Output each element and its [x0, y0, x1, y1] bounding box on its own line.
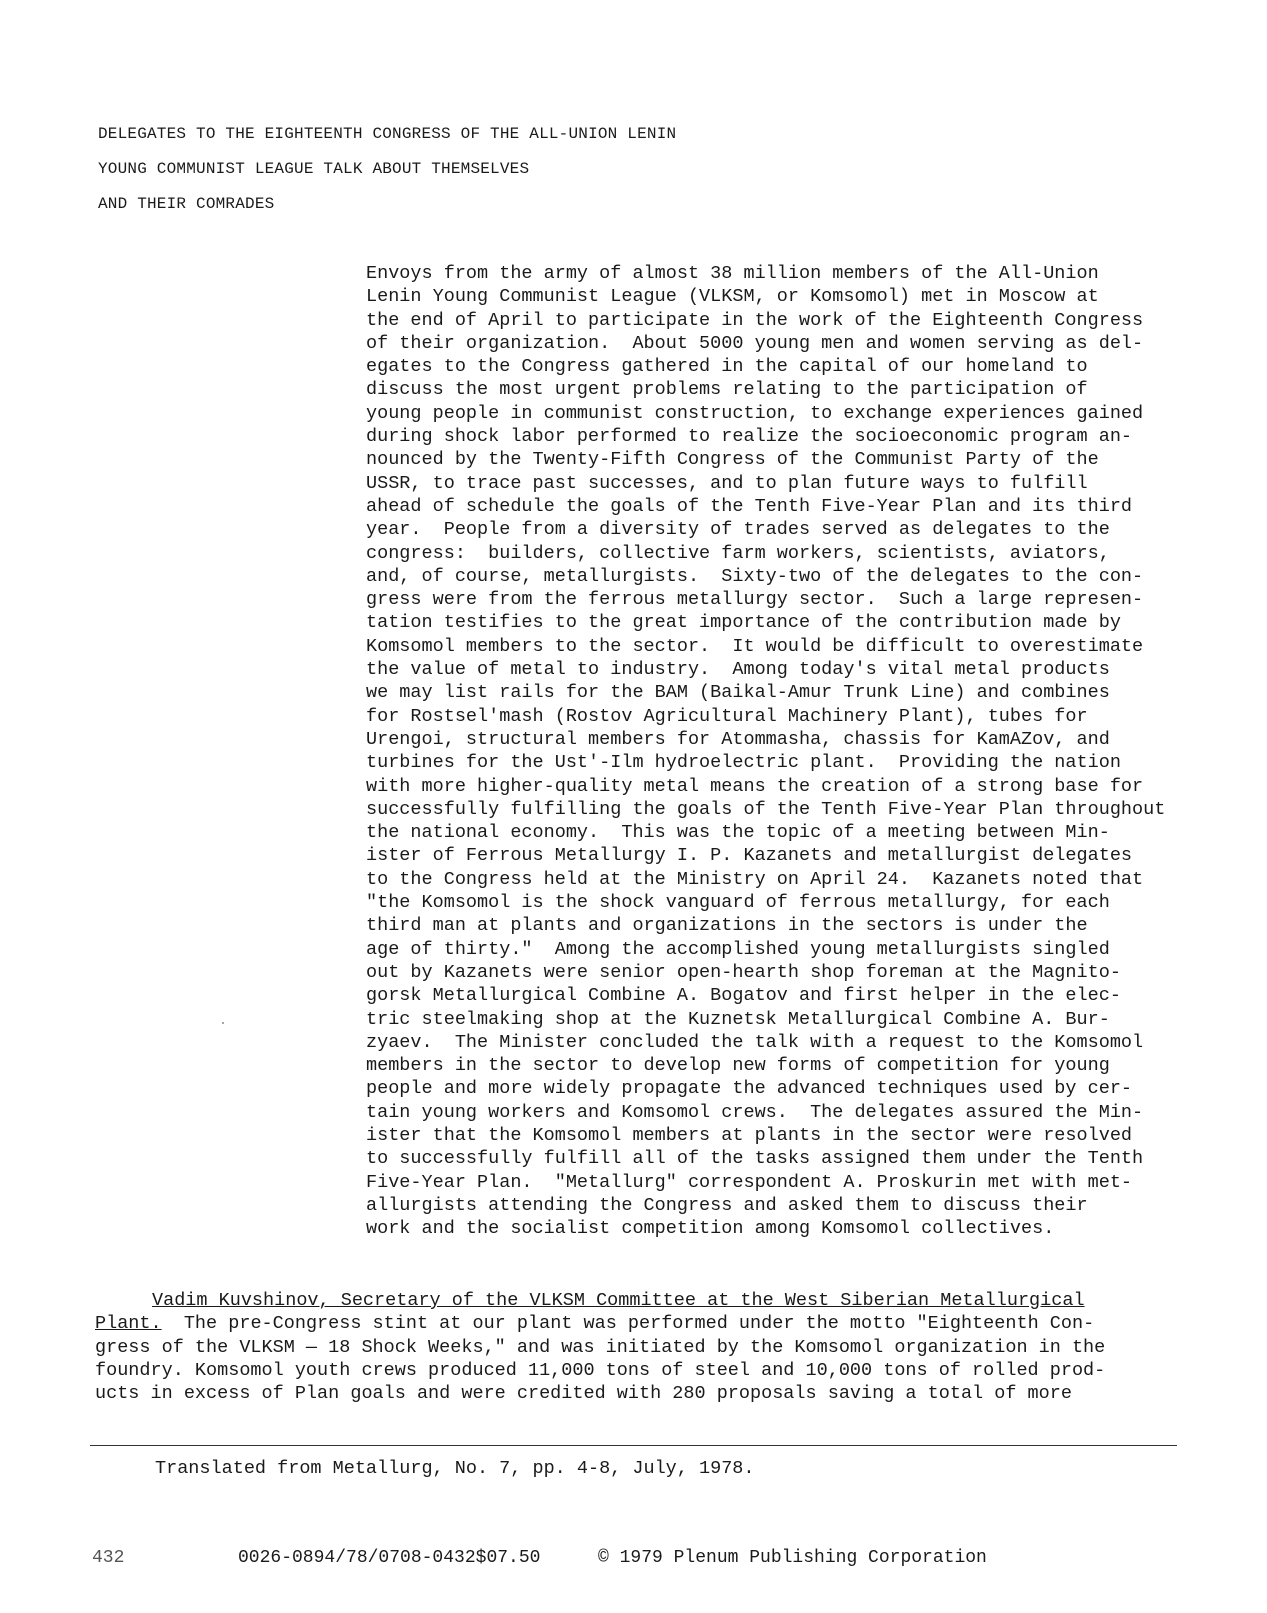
abstract-line: the value of metal to industry. Among today's vital metal products	[366, 659, 1110, 681]
body-line: ucts in excess of Plan goals and were credited with 280 proposals saving a total of more	[95, 1383, 1072, 1405]
abstract-line: and, of course, metallurgists. Sixty-two of the delegates to the con-	[366, 565, 1144, 587]
abstract-line: Urengoi, structural members for Atommasha, chassis for KamAZov, and	[366, 728, 1110, 750]
document-code: 0026-0894/78/0708-0432$07.50	[238, 1548, 541, 1568]
title-line: DELEGATES TO THE EIGHTEENTH CONGRESS OF THE ALL-UNION LENIN	[98, 125, 677, 143]
abstract-line: ister that the Komsomol members at plants in the sector were resolved	[366, 1124, 1133, 1146]
speaker-name: Vadim Kuvshinov, Secretary of the VLKSM Committee at the West Siberian Metallurgical	[152, 1290, 1085, 1311]
abstract-line: tain young workers and Komsomol crews. The delegates assured the Min-	[366, 1101, 1144, 1123]
abstract-line: USSR, to trace past successes, and to plan future ways to fulfill	[366, 472, 1088, 494]
abstract-line: out by Kazanets were senior open-hearth shop foreman at the Magnito-	[366, 961, 1121, 983]
abstract-line: the end of April to participate in the work of the Eighteenth Congress	[366, 309, 1144, 331]
abstract-line: turbines for the Ust'-Ilm hydroelectric plant. Providing the nation	[366, 752, 1121, 774]
abstract-line: young people in communist construction, to exchange experiences gained	[366, 402, 1144, 424]
page-number: 432	[92, 1548, 125, 1568]
abstract-line: nounced by the Twenty-Fifth Congress of the Communist Party of the	[366, 449, 1099, 471]
body-text-segment: The pre-Congress stint at our plant was performed under the motto "Eighteenth Con-	[161, 1313, 1095, 1335]
abstract-line: Lenin Young Communist League (VLKSM, or Komsomol) met in Moscow at	[366, 286, 1099, 308]
abstract-line: congress: builders, collective farm workers, scientists, aviators,	[366, 542, 1110, 564]
abstract-line: to the Congress held at the Ministry on April 24. Kazanets noted that	[366, 868, 1144, 890]
copyright-notice: © 1979 Plenum Publishing Corporation	[598, 1548, 987, 1568]
abstract-line: year. People from a diversity of trades served as delegates to the	[366, 519, 1110, 541]
body-line	[95, 1312, 1215, 1335]
abstract-line: third man at plants and organizations in the sectors is under the	[366, 915, 1088, 937]
abstract-paragraph	[366, 262, 1206, 1240]
abstract-line: ahead of schedule the goals of the Tenth Five-Year Plan and its third	[366, 495, 1133, 517]
abstract-line: gorsk Metallurgical Combine A. Bogatov and first helper in the elec-	[366, 985, 1121, 1007]
body-paragraph	[95, 1289, 1215, 1405]
abstract-line: tation testifies to the great importance of the contribution made by	[366, 612, 1121, 634]
abstract-line: work and the socialist competition among Komsomol collectives.	[366, 1218, 1055, 1240]
abstract-line: members in the sector to develop new forms of competition for young	[366, 1055, 1110, 1077]
abstract-line: to successfully fulfill all of the tasks assigned them under the Tenth	[366, 1148, 1144, 1170]
abstract-line: age of thirty." Among the accomplished young metallurgists singled	[366, 938, 1110, 960]
title-line: AND THEIR COMRADES	[98, 195, 275, 213]
abstract-line: allurgists attending the Congress and asked them to discuss their	[366, 1194, 1088, 1216]
abstract-line: discuss the most urgent problems relating to the participation of	[366, 379, 1088, 401]
footnote-rule	[90, 1445, 1177, 1446]
abstract-line: "the Komsomol is the shock vanguard of ferrous metallurgy, for each	[366, 892, 1110, 914]
abstract-line: during shock labor performed to realize the socioeconomic program an-	[366, 426, 1133, 448]
abstract-line: we may list rails for the BAM (Baikal-Amur Trunk Line) and combines	[366, 682, 1110, 704]
abstract-line: people and more widely propagate the advanced techniques used by cer-	[366, 1078, 1133, 1100]
abstract-line: of their organization. About 5000 young men and women serving as del-	[366, 332, 1144, 354]
abstract-line: for Rostsel'mash (Rostov Agricultural Machinery Plant), tubes for	[366, 705, 1088, 727]
abstract-line: successfully fulfilling the goals of the Tenth Five-Year Plan throughout	[366, 798, 1166, 820]
abstract-line: with more higher-quality metal means the creation of a strong base for	[366, 775, 1144, 797]
abstract-line: Envoys from the army of almost 38 million members of the All-Union	[366, 263, 1099, 284]
abstract-line: egates to the Congress gathered in the capital of our homeland to	[366, 356, 1088, 378]
abstract-line: Komsomol members to the sector. It would be difficult to overestimate	[366, 635, 1144, 657]
article-title	[98, 117, 858, 222]
speaker-affiliation: Plant.	[95, 1313, 162, 1335]
abstract-line: ister of Ferrous Metallurgy I. P. Kazanets and metallurgist delegates	[366, 845, 1133, 867]
abstract-line: zyaev. The Minister concluded the talk with a request to the Komsomol	[366, 1031, 1144, 1053]
abstract-line: gress were from the ferrous metallurgy sector. Such a large represen-	[366, 589, 1144, 611]
translation-note: Translated from Metallurg, No. 7, pp. 4-8, July, 1978.	[155, 1458, 755, 1479]
body-line: foundry. Komsomol youth crews produced 11,000 tons of steel and 10,000 tons of rolled prod-	[95, 1359, 1106, 1381]
body-line: gress of the VLKSM — 18 Shock Weeks," and was initiated by the Komsomol organization in the	[95, 1336, 1106, 1358]
abstract-line: Five-Year Plan. "Metallurg" correspondent A. Proskurin met with met-	[366, 1171, 1133, 1193]
abstract-line: tric steelmaking shop at the Kuznetsk Metallurgical Combine A. Bur-	[366, 1008, 1110, 1030]
title-line: YOUNG COMMUNIST LEAGUE TALK ABOUT THEMSELVES	[98, 160, 530, 178]
body-line	[95, 1289, 1215, 1312]
scan-speck	[222, 1022, 224, 1024]
abstract-line: the national economy. This was the topic of a meeting between Min-	[366, 822, 1110, 844]
